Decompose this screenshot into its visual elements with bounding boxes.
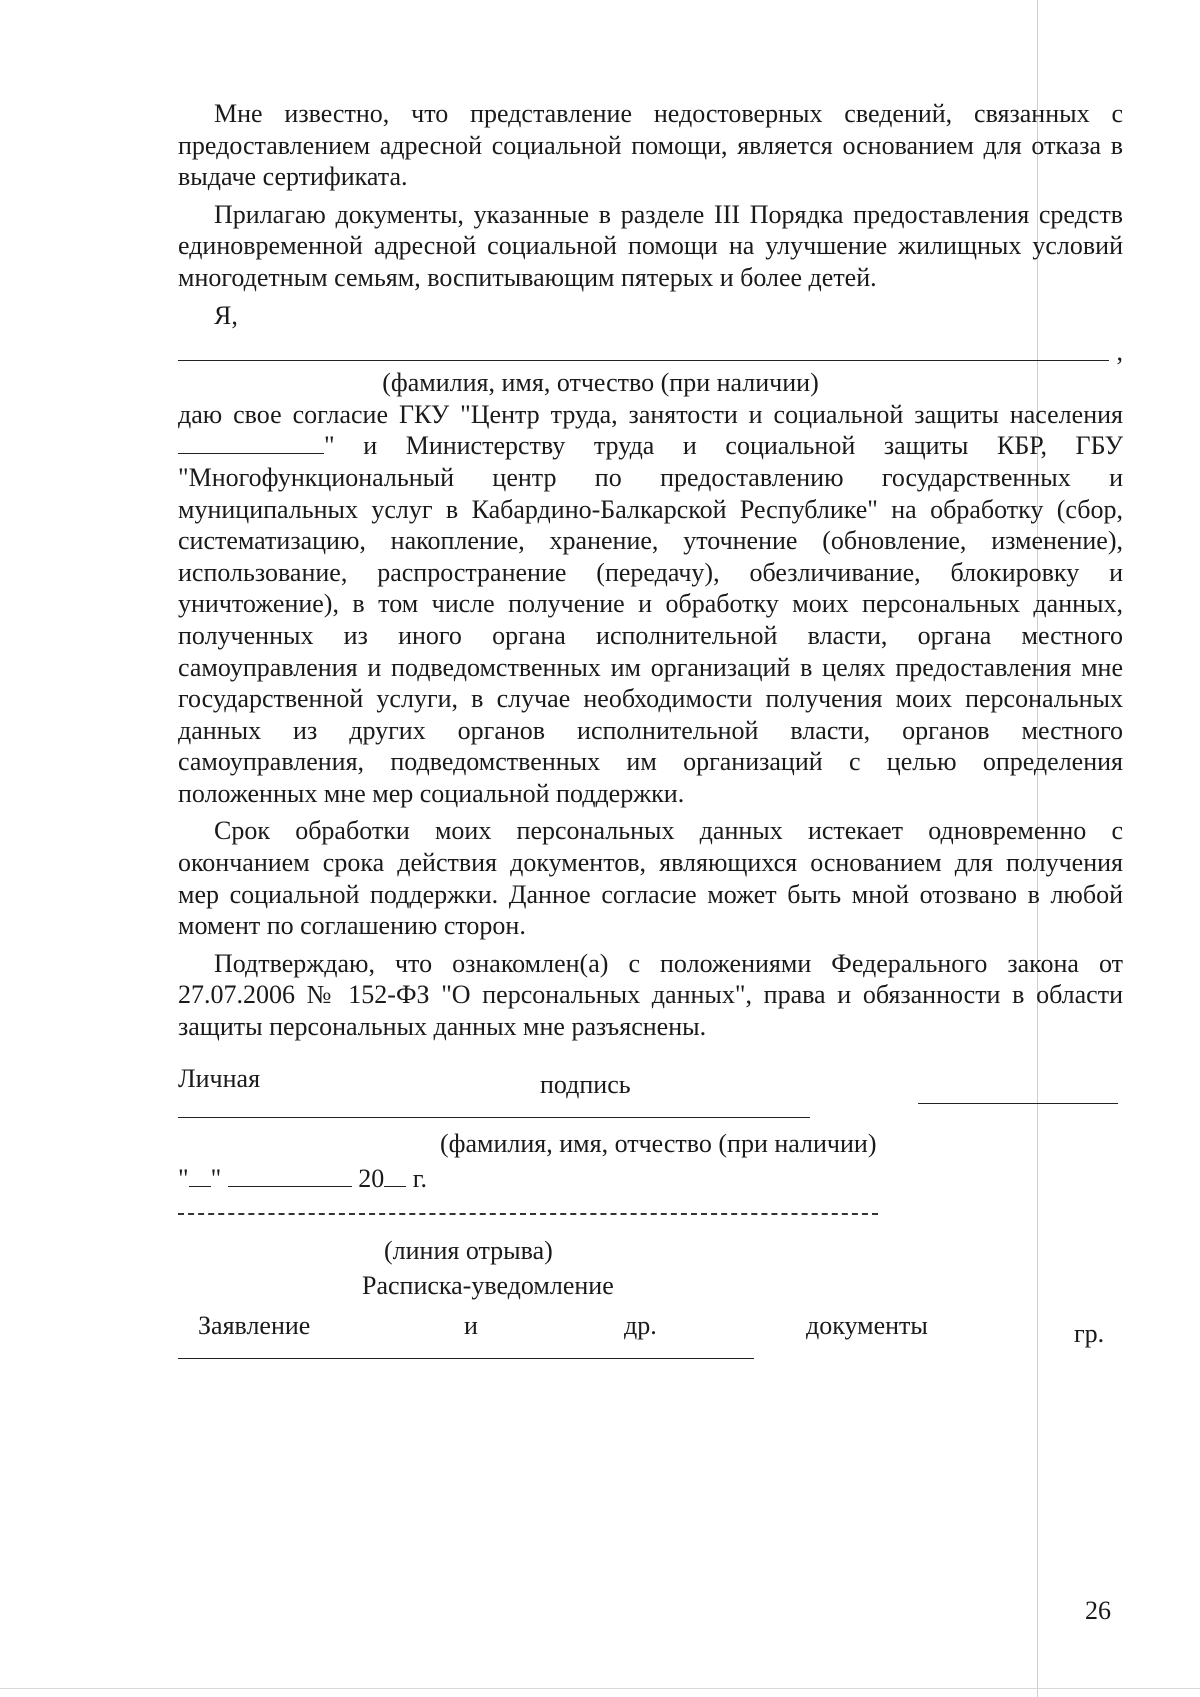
receipt-word-and: и: [464, 1311, 478, 1340]
applicant-name-comma: ,: [1116, 336, 1123, 366]
district-blank: [178, 453, 324, 454]
receipt-word-documents: документы: [806, 1311, 928, 1340]
receipt-statement-row: [178, 1310, 1123, 1350]
signer-name-caption: (фамилия, имя, отчество (при наличии): [440, 1128, 877, 1158]
paragraph-consent: [178, 399, 1123, 810]
applicant-intro: Я,: [214, 300, 238, 330]
receipt-title: Расписка-уведомление: [362, 1271, 614, 1301]
date-close-quote: ": [210, 1164, 222, 1194]
signature-label-signature: подпись: [540, 1069, 631, 1099]
receipt-word-statement: Заявление: [198, 1311, 311, 1340]
receipt-word-other: др.: [624, 1311, 657, 1340]
date-open-quote: ": [178, 1164, 189, 1194]
receipt-word-gr: гр.: [1074, 1319, 1105, 1348]
scan-edge-horizontal: [0, 1688, 1200, 1689]
year-prefix: 20: [358, 1164, 385, 1194]
applicant-name-field: [178, 337, 1123, 367]
applicant-name-caption: (фамилия, имя, отчество (при наличии): [382, 368, 819, 398]
document-body: [178, 98, 1123, 1359]
year-suffix: г.: [412, 1164, 427, 1194]
paragraph-processing-term: Срок обработки моих персональных данных истекает одновременно с окончанием срока действия документов, являющихся основанием для получения мер социальной поддержки. Данное согласие может быть мной отозвано в любой момент по соглашению сторон.: [178, 816, 1123, 941]
applicant-name-line: [178, 360, 1109, 361]
consent-text-start: даю свое согласие ГКУ "Центр труда, занятости и социальной защиты населения: [178, 399, 1123, 429]
tear-off-line: [178, 1213, 878, 1215]
signer-name-line: [178, 1117, 810, 1118]
signature-line: [918, 1103, 1118, 1104]
day-blank: [189, 1186, 211, 1187]
paragraph-false-info-warning: Мне известно, что представление недостоверных сведений, связанных с предоставлением адресной социальной помощи, является основанием для отказа в выдаче сертификата.: [178, 99, 1123, 192]
signature-label-personal: Личная: [178, 1063, 261, 1093]
paragraph-acknowledgement: Подтверждаю, что ознакомлен(а) с положениями Федерального закона от 27.07.2006 № 152-ФЗ "О персональных данных", права и обязанности в области защиты персональных данных мне разъяснены.: [178, 948, 1123, 1042]
paragraph-attached-documents: Прилагаю документы, указанные в разделе III Порядка предоставления средств единовременной адресной социальной помощи на улучшение жилищных условий многодетным семьям, воспитывающим пятерых и более детей.: [178, 199, 1123, 292]
date-row: [178, 1163, 1123, 1195]
consent-text-end: " и Министерству труда и социальной защиты КБР, ГБУ "Многофункциональный центр по предоставлению государственных и муниципальных услуг в Кабардино-Балкарской Республике" на обработку (сбор, систематизацию, накопление, хранение, уточнение (обновление, изменение), использование, распространение (передачу), обезличивание, блокировку и уничтожение), в том числе получение и обработку моих персональных данных, полученных из иного органа исполнительной власти, органа местного самоуправления и подведомственных им организаций в целях предоставления мне государственной услуги, в случае необходимости получения моих персональных данных из других органов исполнительной власти, органов местного самоуправления, подведомственных им организаций с целью определения положенных мне мер социальной поддержки.: [178, 431, 1123, 808]
page-number: 26: [1085, 1596, 1111, 1625]
month-blank: [228, 1186, 352, 1187]
signature-row: [178, 1063, 1123, 1109]
receipt-name-line: [178, 1358, 754, 1359]
tear-off-caption: (линия отрыва): [384, 1235, 553, 1265]
year-blank: [384, 1186, 406, 1187]
